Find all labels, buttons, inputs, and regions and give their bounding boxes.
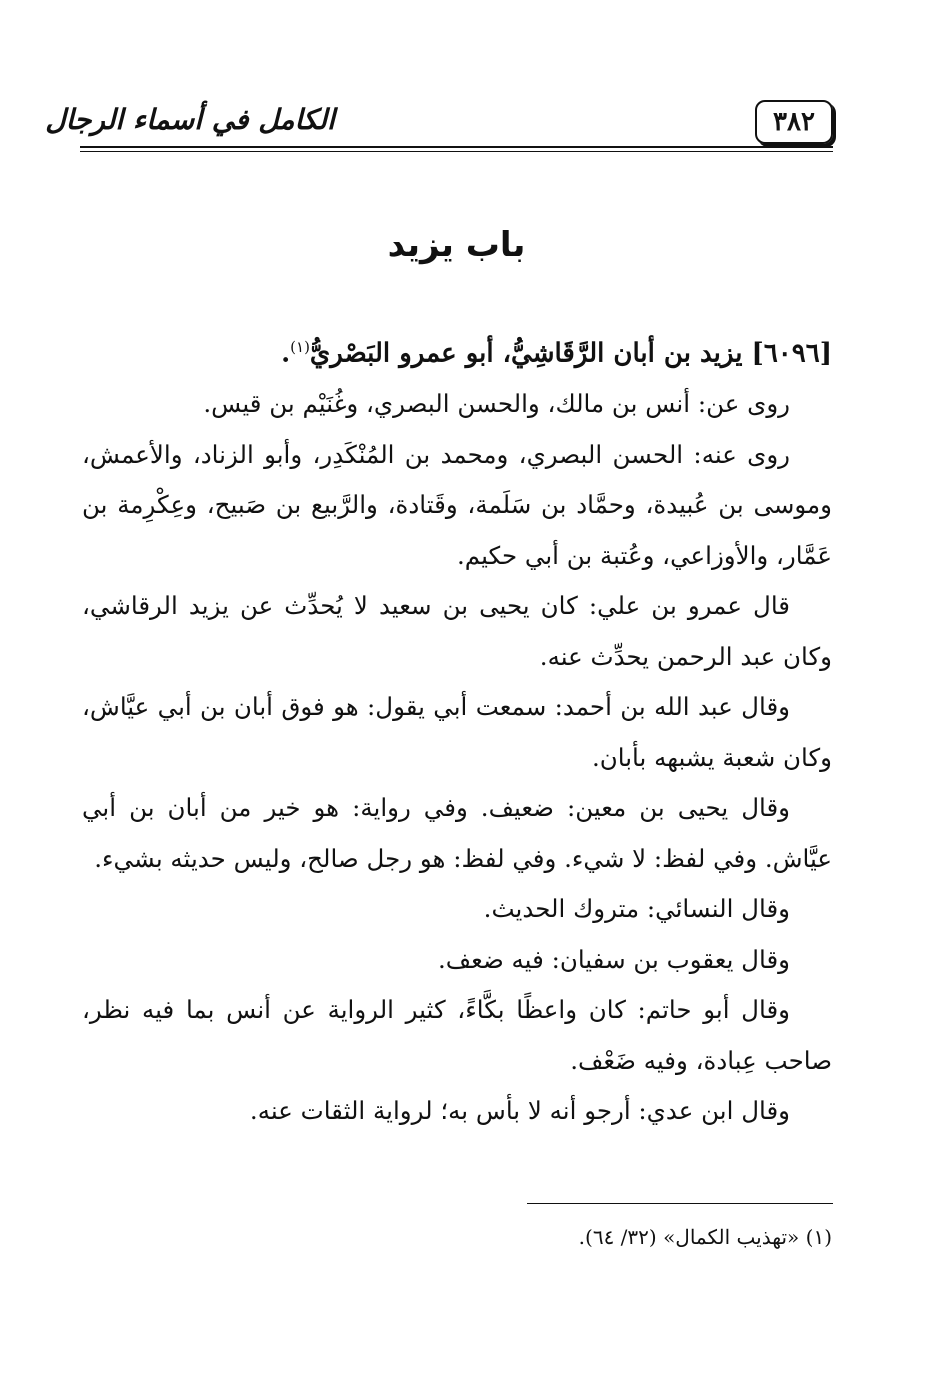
paragraph-abdullah-ibn-ahmad: وقال عبد الله بن أحمد: سمعت أبي يقول: هو فوق أبان بن أبي عيَّاش، وكان شعبة يشبهه بأبان. bbox=[82, 692, 832, 772]
paragraph-abu-hatim: وقال أبو حاتم: كان واعظًا بكَّاءً، كثير الرواية عن أنس بما فيه نظر، صاحب عِبادة، وفيه ضَعْف. bbox=[82, 995, 832, 1075]
footnote-marker: (١) bbox=[290, 338, 310, 356]
paragraph-narrated-by: روى عنه: الحسن البصري، ومحمد بن المُنْكَدِر، وأبو الزناد، والأعمش، وموسى بن عُبيدة، وحمَّاد بن سَلَمة، وقَتادة، والرَّبيع بن صَبيح، وعِكْرِمة بن عَمَّار، والأوزاعي، وعُتبة بن أبي حكيم. bbox=[82, 439, 832, 570]
paragraph-yaqub-ibn-sufyan: وقال يعقوب بن سفيان: فيه ضعف. bbox=[437, 944, 790, 974]
entry-heading bbox=[82, 322, 832, 379]
paragraph-narrated-from: روى عن: أنس بن مالك، والحسن البصري، وغُنَيْم بن قيس. bbox=[203, 389, 790, 419]
entry-heading-end: . bbox=[281, 338, 291, 369]
footnote-rule bbox=[527, 1203, 833, 1204]
header-rule bbox=[80, 146, 833, 148]
page-header bbox=[45, 88, 833, 154]
running-title: الكامل في أسماء الرجال bbox=[45, 102, 335, 136]
header-rule-thin bbox=[80, 151, 833, 152]
paragraph-ibn-adi: وقال ابن عدي: أرجو أنه لا بأس به؛ لرواية الثقات عنه. bbox=[249, 1096, 790, 1126]
entry-heading-text: [٦٠٩٦] يزيد بن أبان الرَّقَاشِيُّ، أبو عمرو البَصْريُّ bbox=[309, 338, 832, 369]
paragraph-nasai: وقال النسائي: متروك الحديث. bbox=[483, 894, 790, 924]
chapter-title: باب يزيد bbox=[387, 225, 526, 265]
main-text bbox=[82, 322, 832, 1137]
paragraph-yahya-ibn-main: وقال يحيى بن معين: ضعيف. وفي رواية: هو خير من أبان بن أبي عيَّاش. وفي لفظ: لا شيء. وفي لفظ: هو رجل صالح، وليس حديثه بشيء. bbox=[82, 793, 832, 873]
footnote: (١) «تهذيب الكمال» (٣٢/ ٦٤). bbox=[578, 1225, 832, 1249]
paragraph-amr-ibn-ali: قال عمرو بن علي: كان يحيى بن سعيد لا يُحدِّث عن يزيد الرقاشي، وكان عبد الرحمن يحدِّث عنه. bbox=[82, 591, 832, 671]
page-number: ٣٨٢ bbox=[755, 100, 833, 144]
